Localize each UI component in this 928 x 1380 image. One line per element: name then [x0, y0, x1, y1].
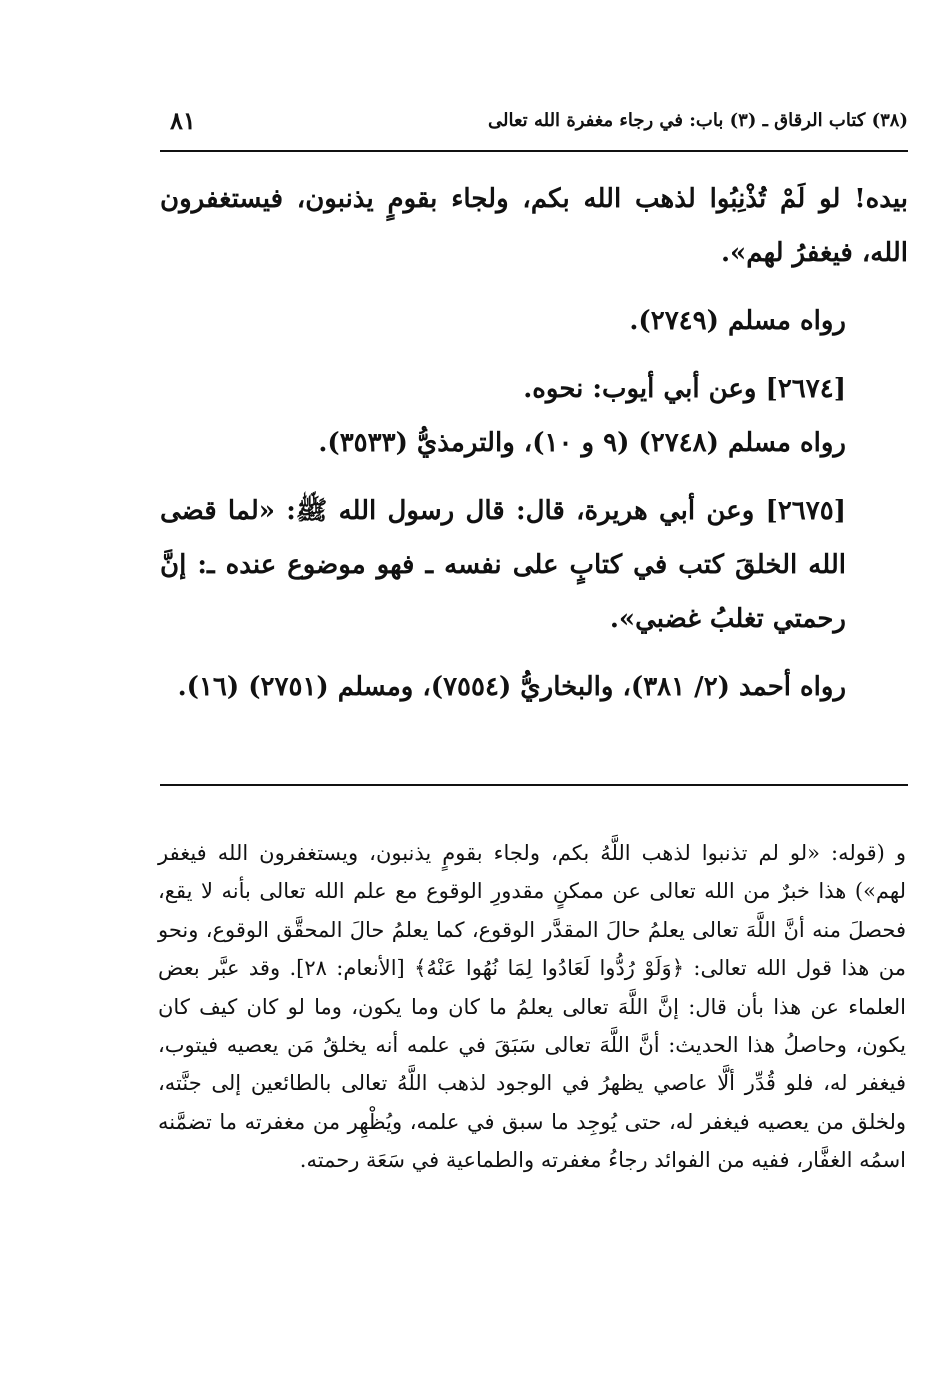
hadith-text-block	[160, 172, 908, 714]
hadith-2675-source: رواه أحمد (٢/ ٣٨١)، والبخاريُّ (٧٥٥٤)، ومسلم (٢٧٥١) (١٦).	[177, 672, 846, 702]
commentary-paragraph: و (قوله: «لو لم تذنبوا لذهب اللَّهُ بكم، ولجاء بقومٍ يذنبون، ويستغفرون الله فيغفر لهم») هذا خبرٌ من الله تعالى عن ممكنٍ مقدورِ الوقوع مع علم الله تعالى بأنه لا يقع، فحصلَ منه أنَّ اللَّهَ تعالى يعلمُ حالَ المقدَّر الوقوع، كما يعلمُ حالَ المحقَّق الوقوع، ونحو من هذا قول الله تعالى: ﴿وَلَوْ رُدُّوا لَعَادُوا لِمَا نُهُوا عَنْهُ﴾ [الأنعام: ٢٨]. وقد عبَّر بعض العلماء عن هذا بأن قال: إنَّ اللَّهَ تعالى يعلمُ ما كان وما يكون، وما لو كان كيف كان يكون، وحاصلُ هذا الحديث: أنَّ اللَّهَ تعالى سَبَقَ في علمه أنه يخلقُ مَن يعصيه فيتوب، فيغفر له، فلو قُدِّر ألَّا عاصي يظهرُ في الوجود لذهب اللَّهُ تعالى بالطائعين إلى جنَّته، ولخلق من يعصيه فيغفر له، حتى يُوجِد ما سبق في علمه، ويُظْهِر من مغفرته ما تضمَّنه اسمُه الغفَّار، ففيه من الفوائد رجاءُ مغفرته والطماعية في سَعَة رحمته.	[158, 841, 906, 1173]
hadith-2674-source: رواه مسلم (٢٧٤٨) (٩ و ١٠)، والترمذيُّ (٣٥٣٣).	[318, 428, 846, 458]
commentary-divider	[160, 784, 908, 786]
running-header-title: (٣٨) كتاب الرقاق ـ (٣) باب: في رجاء مغفرة الله تعالى	[488, 110, 908, 131]
header-divider	[160, 150, 908, 152]
page-header	[160, 104, 908, 144]
hadith-source: رواه مسلم (٢٧٤٩).	[629, 306, 846, 336]
hadith-continuation: بيده! لو لَمْ تُذْنِبُوا لذهب الله بكم، ولجاء بقومٍ يذنبون، فيستغفرون الله، فيغفرُ لهم».	[160, 184, 908, 268]
hadith-2675: [٢٦٧٥] وعن أبي هريرة، قال: قال رسول الله ﷺ: «لما قضى الله الخلقَ كتب في كتابٍ على نفسه ـ فهو موضوع عنده ـ: إنَّ رحمتي تغلبُ غضبي».	[160, 496, 846, 634]
page-number: ٨١	[170, 106, 196, 135]
commentary-block	[158, 834, 906, 1180]
hadith-2674: [٢٦٧٤] وعن أبي أيوب: نحوه.	[523, 374, 846, 404]
